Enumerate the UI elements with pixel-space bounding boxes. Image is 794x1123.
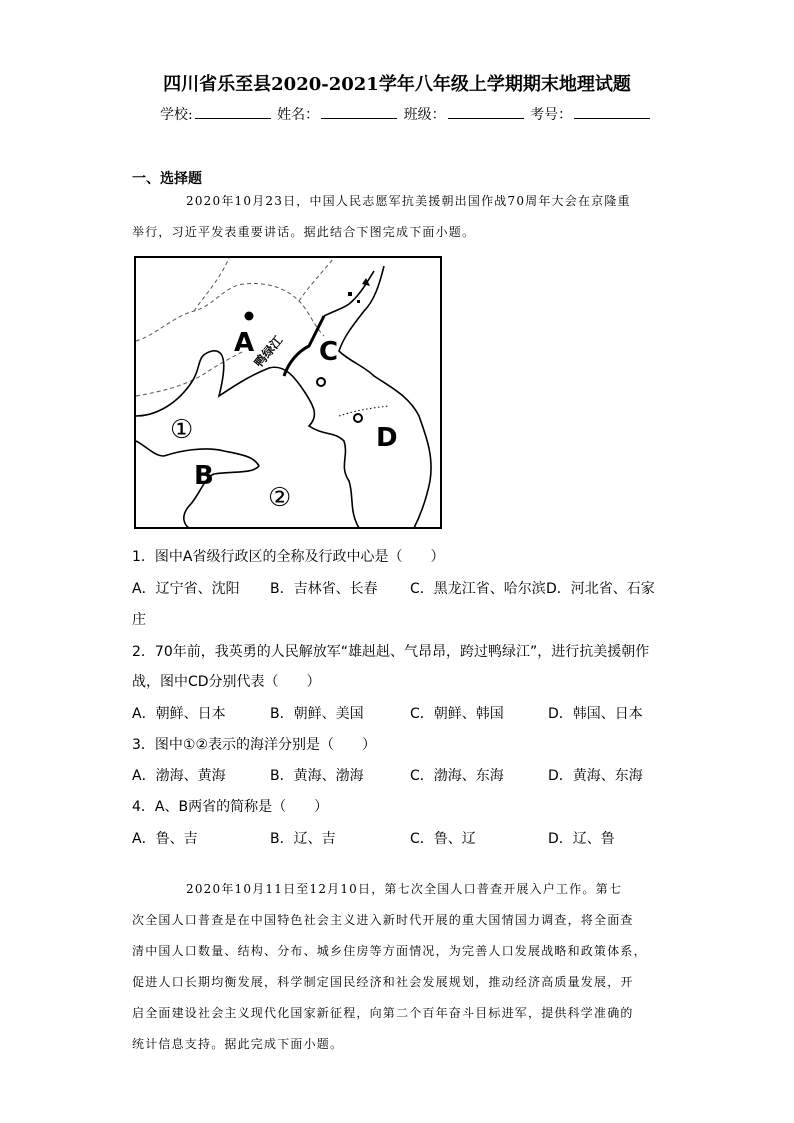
- student-info-line: [160, 104, 652, 124]
- intro2-line-2: 次全国人口普查是在中国特色社会主义进入新时代开展的重大国情国力调查，将全面查: [132, 913, 634, 927]
- map-svg: [134, 256, 442, 529]
- map-figure: [134, 256, 442, 529]
- q3-option-b: B．黄海、渤海: [270, 768, 364, 784]
- section-heading: 一、选择题: [132, 171, 202, 187]
- class-label: 班级：: [403, 107, 446, 123]
- q2-stem-2: 战，图中CD分别代表（ ）: [132, 674, 321, 690]
- map-label-c: C: [319, 337, 339, 367]
- intro2-line-1: 2020年10月11日至12月10日，第七次全国人口普查开展入户工作。第七: [186, 882, 623, 896]
- q2-option-c: C．朝鲜、韩国: [410, 706, 504, 722]
- q2-option-d: D．韩国、日本: [548, 706, 643, 722]
- intro-line-2: 举行，习近平发表重要讲话。据此结合下图完成下面小题。: [132, 225, 476, 239]
- q4-option-a: A．鲁、吉: [132, 831, 198, 847]
- map-label-d: D: [376, 423, 398, 453]
- school-blank: [195, 104, 271, 119]
- q2-stem-1: 2．70年前，我英勇的人民解放军“雄赳赳、气昂昂，跨过鸭绿江”，进行抗美援朝作: [132, 644, 650, 660]
- q4-option-b: B．辽、吉: [270, 831, 336, 847]
- intro2-line-3: 清中国人口数量、结构、分布、城乡住房等方面情况，为完善人口发展战略和政策体系，: [132, 944, 647, 958]
- page-title: 四川省乐至县2020-2021学年八年级上学期期末地理试题: [163, 74, 631, 95]
- q2-option-b: B．朝鲜、美国: [270, 706, 364, 722]
- q1-option-d: D．河北省、石家: [546, 581, 655, 597]
- map-label-yalu-river: 鸭绿江: [251, 333, 286, 370]
- q1-option-c: C．黑龙江省、哈尔滨: [410, 581, 546, 597]
- q1-option-a: A．辽宁省、沈阳: [132, 581, 240, 597]
- name-label: 姓名：: [277, 107, 320, 123]
- intro2-line-6: 统计信息支持。据此完成下面小题。: [132, 1037, 344, 1051]
- q3-option-d: D．黄海、东海: [548, 768, 643, 784]
- q1-stem: 1．图中A省级行政区的全称及行政中心是（ ）: [132, 549, 445, 565]
- intro2-line-5: 启全面建设社会主义现代化国家新征程，向第二个百年奋斗目标进军，提供科学准确的: [132, 1006, 634, 1020]
- intro2-line-4: 促进人口长期均衡发展，科学制定国民经济和社会发展规划，推动经济高质量发展，开: [132, 975, 634, 989]
- map-label-a: A: [234, 328, 255, 358]
- q3-option-a: A．渤海、黄海: [132, 768, 226, 784]
- name-blank: [321, 104, 397, 119]
- q2-option-a: A．朝鲜、日本: [132, 706, 226, 722]
- q3-stem: 3．图中①②表示的海洋分别是（ ）: [132, 737, 377, 753]
- q1-option-b: B．吉林省、长春: [270, 581, 378, 597]
- map-label-sea-2: ②: [268, 483, 292, 513]
- q3-option-c: C．渤海、东海: [410, 768, 504, 784]
- exam-no-blank: [574, 104, 650, 119]
- q4-option-c: C．鲁、辽: [410, 831, 476, 847]
- q4-stem: 4．A、B两省的简称是（ ）: [132, 799, 329, 815]
- intro-line-1: 2020年10月23日，中国人民志愿军抗美援朝出国作战70周年大会在京隆重: [186, 194, 631, 208]
- q4-option-d: D．辽、鲁: [548, 831, 615, 847]
- exam-no-label: 考号：: [530, 107, 573, 123]
- map-label-sea-1: ①: [170, 415, 194, 445]
- class-blank: [448, 104, 524, 119]
- q1-option-d-cont: 庄: [132, 612, 146, 628]
- map-label-b: B: [194, 461, 214, 491]
- school-label: 学校:: [160, 107, 193, 123]
